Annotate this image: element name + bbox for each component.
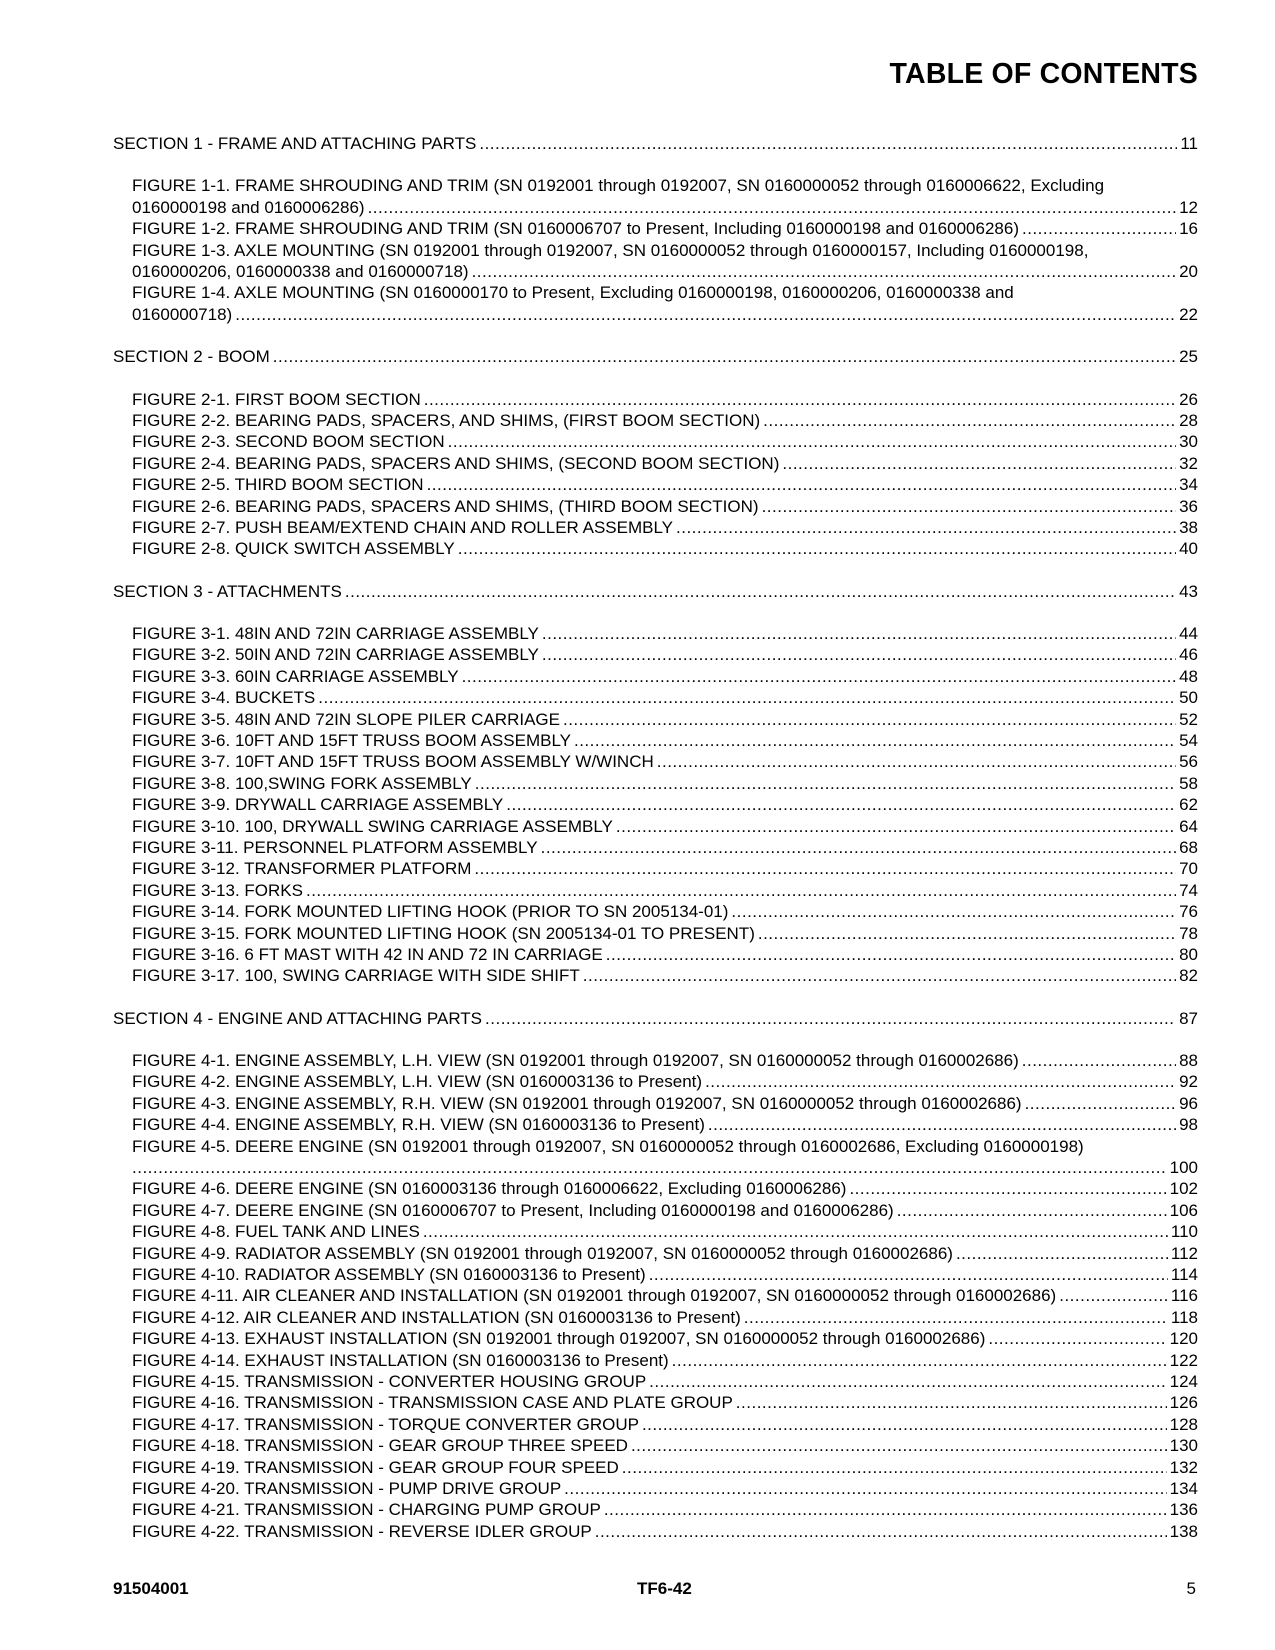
toc-page-number: 64 (1179, 816, 1198, 836)
toc-page-number: 116 (1170, 1286, 1198, 1306)
toc-figure-label: FIGURE 4-16. TRANSMISSION - TRANSMISSION CASE AND PLATE GROUP (132, 1393, 733, 1413)
dot-leader (427, 474, 1177, 495)
footer-page-number: 5 (1186, 1579, 1196, 1598)
toc-page-number: 128 (1169, 1414, 1198, 1434)
toc-page-number: 126 (1169, 1393, 1198, 1413)
toc-figure-label: FIGURE 4-18. TRANSMISSION - GEAR GROUP THREE SPEED (132, 1436, 628, 1456)
toc-page-number: 82 (1179, 966, 1198, 986)
toc-figure-entry[interactable] (132, 1392, 1198, 1413)
dot-leader (1059, 1285, 1168, 1306)
toc-figure-label: FIGURE 2-5. THIRD BOOM SECTION (132, 475, 424, 495)
dot-leader (762, 496, 1177, 517)
table-of-contents (113, 133, 1198, 1542)
toc-figure-label: FIGURE 2-4. BEARING PADS, SPACERS AND SHIMS, (SECOND BOOM SECTION) (132, 453, 780, 473)
toc-page-number: 62 (1179, 795, 1198, 815)
toc-page-number: 106 (1169, 1200, 1198, 1220)
toc-figure-entry[interactable] (132, 1221, 1198, 1242)
toc-figure-label: FIGURE 3-7. 10FT AND 15FT TRUSS BOOM ASSEMBLY W/WINCH (132, 752, 654, 772)
toc-figure-label: FIGURE 3-9. DRYWALL CARRIAGE ASSEMBLY (132, 795, 504, 815)
toc-page-number: 54 (1179, 731, 1198, 751)
toc-page-number: 110 (1170, 1222, 1198, 1242)
toc-section-label: SECTION 1 - FRAME AND ATTACHING PARTS (113, 133, 477, 153)
toc-figure-entry[interactable] (132, 709, 1198, 730)
page-title: TABLE OF CONTENTS (889, 58, 1198, 90)
toc-figure-label: 0160000206, 0160000338 and 0160000718) (132, 261, 469, 281)
toc-page-number: 78 (1179, 923, 1198, 943)
toc-page-number: 98 (1179, 1115, 1198, 1135)
dot-leader (458, 538, 1176, 559)
toc-page-number: 118 (1170, 1307, 1198, 1327)
toc-figure-entry[interactable] (132, 1200, 1198, 1221)
toc-figure-entry[interactable] (132, 240, 1198, 283)
toc-figure-label: FIGURE 2-1. FIRST BOOM SECTION (132, 389, 421, 409)
toc-figure-entry[interactable] (132, 1414, 1198, 1435)
toc-figure-entry[interactable] (132, 175, 1198, 218)
toc-page-number: 44 (1179, 624, 1198, 644)
toc-page-number: 96 (1179, 1093, 1198, 1113)
toc-page-number: 100 (1169, 1158, 1198, 1178)
toc-figure-label: FIGURE 4-7. DEERE ENGINE (SN 0160006707 to Present, Including 0160000198 and 0160006286) (132, 1200, 894, 1220)
toc-page-number: 68 (1179, 837, 1198, 857)
toc-section (113, 133, 1198, 325)
toc-figure-entry[interactable] (132, 1307, 1198, 1328)
dot-leader (763, 410, 1176, 431)
dot-leader (672, 1350, 1167, 1371)
toc-page-number: 36 (1179, 496, 1198, 516)
toc-section-heading[interactable] (113, 133, 1198, 154)
toc-page-number: 80 (1179, 944, 1198, 964)
toc-page-number: 38 (1179, 517, 1198, 537)
toc-page-number: 40 (1179, 539, 1198, 559)
toc-figure-label: FIGURE 4-19. TRANSMISSION - GEAR GROUP FOUR SPEED (132, 1457, 619, 1477)
dot-leader (318, 687, 1176, 708)
toc-figure-entry[interactable] (132, 1285, 1198, 1306)
toc-figure-entry[interactable] (132, 496, 1198, 517)
dot-leader (676, 517, 1176, 538)
toc-figure-label: FIGURE 4-15. TRANSMISSION - CONVERTER HOUSING GROUP (132, 1371, 647, 1391)
toc-figure-entry[interactable] (132, 1521, 1198, 1542)
toc-figure-label: 0160000198 and 0160006286) (132, 197, 365, 217)
dot-leader (273, 346, 1176, 367)
toc-figure-entry[interactable] (132, 218, 1198, 239)
dot-leader (616, 816, 1176, 837)
dot-leader (541, 837, 1176, 858)
toc-section-heading[interactable] (113, 581, 1198, 602)
toc-figure-label: FIGURE 3-12. TRANSFORMER PLATFORM (132, 859, 472, 879)
toc-figure-entry[interactable] (132, 1072, 1198, 1093)
toc-figure-label: FIGURE 3-8. 100,SWING FORK ASSEMBLY (132, 773, 472, 793)
footer-document-number: 91504001 (113, 1579, 189, 1598)
toc-page-number: 58 (1179, 773, 1198, 793)
dot-leader (595, 1521, 1167, 1542)
dot-leader (705, 1071, 1176, 1092)
toc-page-number: 32 (1179, 453, 1198, 473)
toc-page-number: 22 (1179, 304, 1198, 324)
toc-figure-entry[interactable] (132, 644, 1198, 665)
toc-figure-label: FIGURE 2-6. BEARING PADS, SPACERS AND SHIMS, (THIRD BOOM SECTION) (132, 496, 759, 516)
dot-leader (506, 794, 1176, 815)
toc-figure-label: FIGURE 4-12. AIR CLEANER AND INSTALLATION (SN 0160003136 to Present) (132, 1307, 741, 1327)
toc-page-number: 28 (1179, 410, 1198, 430)
toc-page-number: 134 (1169, 1478, 1198, 1498)
dot-leader (479, 133, 1177, 154)
toc-figure-label: FIGURE 4-13. EXHAUST INSTALLATION (SN 0192001 through 0192007, SN 0160000052 through 0160002686) (132, 1329, 986, 1349)
dot-leader (345, 581, 1176, 602)
toc-figure-entry[interactable] (132, 858, 1198, 879)
toc-figure-label: FIGURE 2-8. QUICK SWITCH ASSEMBLY (132, 539, 455, 559)
toc-figure-label: FIGURE 3-16. 6 FT MAST WITH 42 IN AND 72 IN CARRIAGE (132, 944, 603, 964)
toc-figure-entry[interactable] (132, 923, 1198, 944)
toc-figure-entry[interactable] (132, 837, 1198, 858)
toc-figure-label: FIGURE 4-11. AIR CLEANER AND INSTALLATION (SN 0192001 through 0192007, SN 0160000052 through 0160002686) (132, 1286, 1057, 1306)
toc-figure-entry[interactable] (132, 1093, 1198, 1114)
toc-figure-entry[interactable] (132, 1114, 1198, 1135)
toc-figure-label: FIGURE 4-22. TRANSMISSION - REVERSE IDLER GROUP (132, 1521, 592, 1541)
toc-page-number: 130 (1169, 1436, 1198, 1456)
toc-figure-label: FIGURE 4-20. TRANSMISSION - PUMP DRIVE GROUP (132, 1478, 562, 1498)
dot-leader (448, 431, 1176, 452)
toc-figure-label: FIGURE 4-3. ENGINE ASSEMBLY, R.H. VIEW (SN 0192001 through 0192007, SN 0160000052 through 0160002686) (132, 1093, 1022, 1113)
toc-figure-entry[interactable] (132, 687, 1198, 708)
toc-figure-label: FIGURE 4-1. ENGINE ASSEMBLY, L.H. VIEW (SN 0192001 through 0192007, SN 0160000052 through 0160002686) (132, 1051, 1019, 1071)
toc-figure-label-line: FIGURE 4-5. DEERE ENGINE (SN 0192001 through 0192007, SN 0160000052 through 0160002686, Excluding 0160000198) (132, 1136, 1084, 1156)
dot-leader (988, 1328, 1166, 1349)
toc-page-number: 16 (1179, 219, 1198, 239)
toc-figure-entry[interactable] (132, 880, 1198, 901)
toc-figure-label: FIGURE 3-15. FORK MOUNTED LIFTING HOOK (SN 2005134-01 TO PRESENT) (132, 923, 755, 943)
toc-figure-entry[interactable] (132, 666, 1198, 687)
toc-figure-entry[interactable] (132, 751, 1198, 772)
dot-leader (642, 1414, 1167, 1435)
toc-figure-label: FIGURE 4-21. TRANSMISSION - CHARGING PUMP GROUP (132, 1500, 601, 1520)
toc-page-number: 112 (1170, 1243, 1198, 1263)
dot-leader (574, 730, 1176, 751)
toc-figure-label: FIGURE 2-7. PUSH BEAM/EXTEND CHAIN AND ROLLER ASSEMBLY (132, 517, 673, 537)
dot-leader (564, 1478, 1166, 1499)
toc-figure-label: FIGURE 4-2. ENGINE ASSEMBLY, L.H. VIEW (SN 0160003136 to Present) (132, 1072, 703, 1092)
dot-leader (631, 1435, 1167, 1456)
dot-leader (475, 773, 1176, 794)
toc-figure-label: FIGURE 4-9. RADIATOR ASSEMBLY (SN 0192001 through 0192007, SN 0160000052 through 0160002686) (132, 1243, 953, 1263)
dot-leader (368, 197, 1177, 218)
toc-page-number: 88 (1179, 1051, 1198, 1071)
dot-leader (306, 880, 1176, 901)
toc-figure-label: FIGURE 4-6. DEERE ENGINE (SN 0160003136 through 0160006622, Excluding 0160006286) (132, 1179, 847, 1199)
toc-section-heading[interactable] (113, 346, 1198, 367)
toc-page-number: 34 (1179, 475, 1198, 495)
toc-figure-label-line: FIGURE 1-4. AXLE MOUNTING (SN 0160000170 to Present, Excluding 0160000198, 0160000206, 0160000338 and (132, 283, 1014, 303)
dot-leader (485, 1008, 1176, 1029)
toc-figure-entry[interactable] (132, 816, 1198, 837)
toc-figure-label: FIGURE 4-10. RADIATOR ASSEMBLY (SN 0160003136 to Present) (132, 1265, 646, 1285)
toc-page-number: 114 (1170, 1265, 1198, 1285)
toc-figure-entry[interactable] (132, 1243, 1198, 1264)
toc-figure-entry[interactable] (132, 1371, 1198, 1392)
toc-figure-entry[interactable] (132, 965, 1198, 986)
toc-section-heading[interactable] (113, 1008, 1198, 1029)
toc-figure-entry[interactable] (132, 1499, 1198, 1520)
toc-figure-entry[interactable] (132, 1178, 1198, 1199)
toc-figure-label: FIGURE 4-14. EXHAUST INSTALLATION (SN 0160003136 to Present) (132, 1350, 669, 1370)
toc-figure-entry[interactable] (132, 282, 1198, 325)
toc-section (113, 560, 1198, 987)
dot-leader (649, 1264, 1168, 1285)
dot-leader (235, 304, 1176, 325)
dot-leader (731, 901, 1176, 922)
dot-leader (542, 623, 1176, 644)
toc-page-number: 87 (1179, 1008, 1198, 1028)
toc-page-number: 50 (1179, 688, 1198, 708)
toc-figure-label: FIGURE 2-2. BEARING PADS, SPACERS, AND SHIMS, (FIRST BOOM SECTION) (132, 410, 761, 430)
toc-figure-label: FIGURE 3-10. 100, DRYWALL SWING CARRIAGE ASSEMBLY (132, 816, 613, 836)
toc-page-number: 12 (1179, 197, 1198, 217)
toc-page-number: 138 (1169, 1521, 1198, 1541)
toc-figure-label: FIGURE 3-5. 48IN AND 72IN SLOPE PILER CARRIAGE (132, 709, 560, 729)
dot-leader (708, 1114, 1176, 1135)
dot-leader (758, 923, 1176, 944)
toc-figure-entry[interactable] (132, 389, 1198, 410)
toc-figure-label: FIGURE 3-3. 60IN CARRIAGE ASSEMBLY (132, 666, 459, 686)
toc-figure-entry[interactable] (132, 410, 1198, 431)
toc-page-number: 43 (1179, 581, 1198, 601)
toc-page-number: 102 (1169, 1179, 1198, 1199)
toc-page-number: 25 (1179, 347, 1198, 367)
toc-figure-entry[interactable] (132, 1435, 1198, 1456)
toc-page-number: 46 (1179, 645, 1198, 665)
toc-figure-label: 0160000718) (132, 304, 233, 324)
toc-figure-label: FIGURE 4-8. FUEL TANK AND LINES (132, 1222, 420, 1242)
toc-figure-entry[interactable] (132, 538, 1198, 559)
dot-leader (849, 1178, 1166, 1199)
dot-leader (563, 709, 1176, 730)
toc-page-number: 92 (1179, 1072, 1198, 1092)
toc-figure-entry[interactable] (132, 1050, 1198, 1071)
toc-figure-entry[interactable] (132, 474, 1198, 495)
toc-figure-entry[interactable] (132, 1350, 1198, 1371)
toc-page-number: 76 (1179, 902, 1198, 922)
toc-figure-entry[interactable] (132, 1328, 1198, 1349)
dot-leader (472, 261, 1177, 282)
dot-leader (606, 944, 1176, 965)
toc-page-number: 70 (1179, 859, 1198, 879)
toc-page-number: 74 (1179, 880, 1198, 900)
footer-model: TF6-42 (637, 1579, 692, 1598)
toc-page-number: 124 (1169, 1371, 1198, 1391)
toc-page-number: 132 (1169, 1457, 1198, 1477)
dot-leader (782, 453, 1176, 474)
dot-leader (462, 666, 1177, 687)
dot-leader (604, 1499, 1167, 1520)
toc-figure-entry[interactable] (132, 431, 1198, 452)
toc-figure-entry[interactable] (132, 794, 1198, 815)
toc-figure-label: FIGURE 4-4. ENGINE ASSEMBLY, R.H. VIEW (SN 0160003136 to Present) (132, 1115, 705, 1135)
dot-leader (474, 858, 1176, 879)
toc-figure-entry[interactable] (132, 730, 1198, 751)
toc-figure-label: FIGURE 3-11. PERSONNEL PLATFORM ASSEMBLY (132, 837, 538, 857)
toc-figure-label: FIGURE 4-17. TRANSMISSION - TORQUE CONVERTER GROUP (132, 1414, 639, 1434)
toc-figure-label: FIGURE 3-4. BUCKETS (132, 688, 316, 708)
dot-leader (649, 1371, 1166, 1392)
dot-leader (622, 1457, 1167, 1478)
toc-page-number: 52 (1179, 709, 1198, 729)
toc-page-number: 56 (1179, 752, 1198, 772)
dot-leader (744, 1307, 1168, 1328)
toc-page-number: 20 (1179, 261, 1198, 281)
dot-leader (424, 389, 1176, 410)
dot-leader (583, 965, 1176, 986)
toc-figure-entry[interactable] (132, 944, 1198, 965)
toc-page-number: 48 (1179, 666, 1198, 686)
toc-section-label: SECTION 3 - ATTACHMENTS (113, 581, 342, 601)
dot-leader (956, 1243, 1168, 1264)
toc-figure-label: FIGURE 3-2. 50IN AND 72IN CARRIAGE ASSEMBLY (132, 645, 539, 665)
dot-leader (897, 1200, 1167, 1221)
dot-leader (657, 751, 1176, 772)
toc-figure-entry[interactable] (132, 1136, 1198, 1179)
toc-figure-entry[interactable] (132, 517, 1198, 538)
toc-figure-entry[interactable] (132, 773, 1198, 794)
dot-leader (736, 1392, 1167, 1413)
toc-figure-label-line: FIGURE 1-1. FRAME SHROUDING AND TRIM (SN 0192001 through 0192007, SN 0160000052 through 0160006622, Excluding (132, 176, 1105, 196)
toc-section-label: SECTION 2 - BOOM (113, 347, 270, 367)
dot-leader (423, 1221, 1168, 1242)
dot-leader (542, 644, 1176, 665)
toc-page-number: 30 (1179, 432, 1198, 452)
toc-figure-label: FIGURE 3-6. 10FT AND 15FT TRUSS BOOM ASSEMBLY (132, 731, 571, 751)
toc-figure-label: FIGURE 3-1. 48IN AND 72IN CARRIAGE ASSEMBLY (132, 624, 539, 644)
toc-figure-entry[interactable] (132, 1478, 1198, 1499)
dot-leader (1025, 1093, 1177, 1114)
toc-page-number: 26 (1179, 389, 1198, 409)
toc-figure-label: FIGURE 3-17. 100, SWING CARRIAGE WITH SIDE SHIFT (132, 966, 580, 986)
toc-figure-label-line: FIGURE 1-3. AXLE MOUNTING (SN 0192001 through 0192007, SN 0160000052 through 0160000157, Including 0160000198, (132, 240, 1089, 260)
toc-page-number: 11 (1180, 133, 1198, 153)
toc-figure-label: FIGURE 3-13. FORKS (132, 880, 303, 900)
dot-leader (132, 1157, 1167, 1178)
toc-figure-label: FIGURE 3-14. FORK MOUNTED LIFTING HOOK (PRIOR TO SN 2005134-01) (132, 902, 729, 922)
toc-page-number: 120 (1169, 1329, 1198, 1349)
toc-page-number: 122 (1169, 1350, 1198, 1370)
toc-figure-entry[interactable] (132, 453, 1198, 474)
toc-figure-entry[interactable] (132, 1264, 1198, 1285)
toc-section-label: SECTION 4 - ENGINE AND ATTACHING PARTS (113, 1008, 483, 1028)
toc-figure-entry[interactable] (132, 1457, 1198, 1478)
dot-leader (1022, 218, 1176, 239)
toc-section (113, 325, 1198, 560)
toc-section (113, 987, 1198, 1542)
toc-page-number: 136 (1169, 1500, 1198, 1520)
toc-figure-label: FIGURE 1-2. FRAME SHROUDING AND TRIM (SN 0160006707 to Present, Including 0160000198 and 0160006286) (132, 219, 1019, 239)
toc-figure-entry[interactable] (132, 623, 1198, 644)
dot-leader (1022, 1050, 1176, 1071)
toc-figure-label: FIGURE 2-3. SECOND BOOM SECTION (132, 432, 445, 452)
toc-figure-entry[interactable] (132, 901, 1198, 922)
